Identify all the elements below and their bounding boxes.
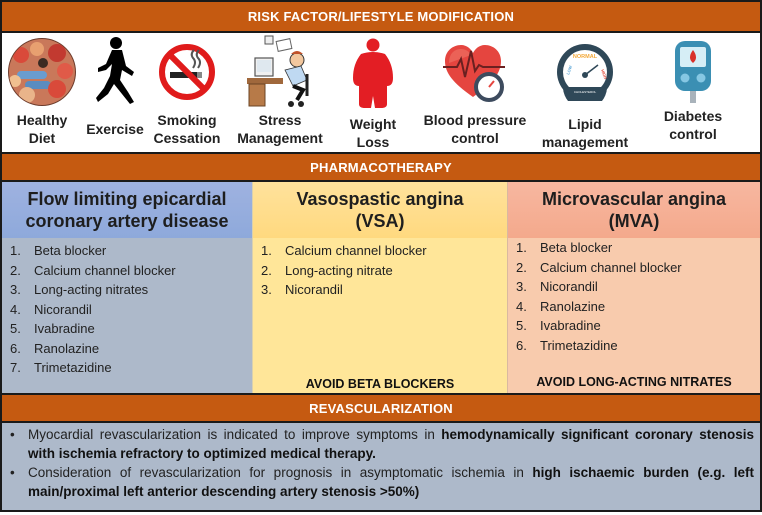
lifestyle-item-stress-management: [230, 33, 330, 152]
no-smoking-icon: [157, 33, 217, 111]
column-vasospastic-angina: [253, 182, 508, 393]
exercise-label: Exercise: [86, 121, 144, 137]
healthy-diet-icon: [7, 33, 77, 111]
stressed-office-worker-icon: [245, 33, 315, 111]
smoking-cessation-label: Smoking Cessation: [153, 112, 221, 146]
cholesterol-gauge-icon: [556, 33, 614, 111]
column-flow-limiting-cad: [2, 182, 253, 393]
list-item: 4. Nicorandil: [10, 301, 92, 317]
lifestyle-item-smoking-cessation: [150, 33, 224, 152]
list-item: 2. Calcium channel blocker: [10, 262, 176, 278]
lifestyle-icon-row: [2, 33, 760, 152]
lifestyle-item-blood-pressure-control: [416, 33, 534, 152]
svg-text:LOW: LOW: [565, 64, 574, 76]
bullet-icon: •: [10, 427, 15, 442]
list-item: 7. Trimetazidine: [10, 360, 112, 375]
drug-list: [2, 238, 252, 378]
list-item: 1. Beta blocker: [516, 240, 613, 255]
bullet-icon: •: [10, 465, 15, 480]
svg-text:NORMAL: NORMAL: [572, 54, 598, 60]
revascularization-bullet: • Myocardial revascularization is indicated to improve symptoms in hemodynamically significant coronary stenosis with ischemia refractory to optimized medical therapy.: [10, 427, 755, 461]
lifestyle-item-diabetes-control: [650, 33, 736, 152]
overweight-person-icon: [351, 33, 395, 111]
blood-pressure-control-label: Blood pressure control: [423, 112, 527, 146]
glucose-meter-icon: [671, 33, 715, 111]
list-item: 1. Beta blocker: [10, 243, 107, 258]
revascularization-section-header: [2, 393, 760, 423]
column-title: Microvascular angina (MVA): [508, 182, 760, 238]
pharmacotherapy-columns: [2, 182, 760, 393]
list-item: 6. Trimetazidine: [516, 337, 618, 353]
revascularization-body: [2, 423, 760, 510]
list-item: 4. Ranolazine: [516, 298, 606, 314]
running-person-icon: [90, 33, 140, 111]
svg-text:HIGH: HIGH: [600, 68, 609, 80]
list-item: 5. Ivabradine: [10, 321, 95, 336]
list-item: 1. Calcium channel blocker: [261, 243, 427, 258]
column-title: Vasospastic angina (VSA): [253, 182, 507, 238]
lipid-management-label: Lipid management: [541, 116, 629, 150]
heart-blood-pressure-icon: [443, 33, 507, 111]
list-item: 6. Ranolazine: [10, 340, 100, 356]
weight-loss-label: Weight Loss: [349, 116, 397, 150]
column-title: Flow limiting epicardial coronary artery disease: [2, 182, 252, 238]
lifestyle-item-weight-loss: [340, 33, 406, 152]
revascularization-section-title: REVASCULARIZATION: [309, 400, 453, 416]
drug-list: [253, 238, 507, 300]
list-item: 5. Ivabradine: [516, 318, 601, 333]
lifestyle-item-exercise: [82, 33, 148, 152]
avoid-note: AVOID BETA BLOCKERS: [305, 377, 455, 391]
pharmacotherapy-section-title: PHARMACOTHERAPY: [310, 159, 452, 175]
healthy-diet-label: Healthy Diet: [16, 112, 68, 146]
column-microvascular-angina: [508, 182, 760, 393]
list-item: 3. Nicorandil: [261, 282, 343, 297]
lifestyle-item-healthy-diet: [4, 33, 80, 152]
list-item: 2. Long-acting nitrate: [261, 262, 393, 278]
revascularization-bullet: • Consideration of revascularization for prognosis in asymptomatic ischemia in high ischaemic burden (e.g. left main/proximal left anterior descending artery stenosis >50%): [10, 465, 754, 499]
lifestyle-item-lipid-management: [538, 33, 632, 152]
pharmacotherapy-section-header: [2, 152, 760, 182]
lifestyle-section-title: RISK FACTOR/LIFESTYLE MODIFICATION: [247, 9, 515, 24]
lifestyle-section-header: [2, 2, 760, 33]
list-item: 2. Calcium channel blocker: [516, 259, 682, 275]
list-item: 3. Nicorandil: [516, 279, 598, 294]
list-item: 3. Long-acting nitrates: [10, 282, 149, 297]
avoid-note: AVOID LONG-ACTING NITRATES: [536, 375, 732, 389]
diabetes-control-label: Diabetes control: [663, 108, 723, 142]
drug-list: [508, 238, 760, 355]
stress-management-label: Stress Management: [237, 112, 323, 146]
svg-text:CHOLESTEROL: CHOLESTEROL: [573, 90, 597, 94]
